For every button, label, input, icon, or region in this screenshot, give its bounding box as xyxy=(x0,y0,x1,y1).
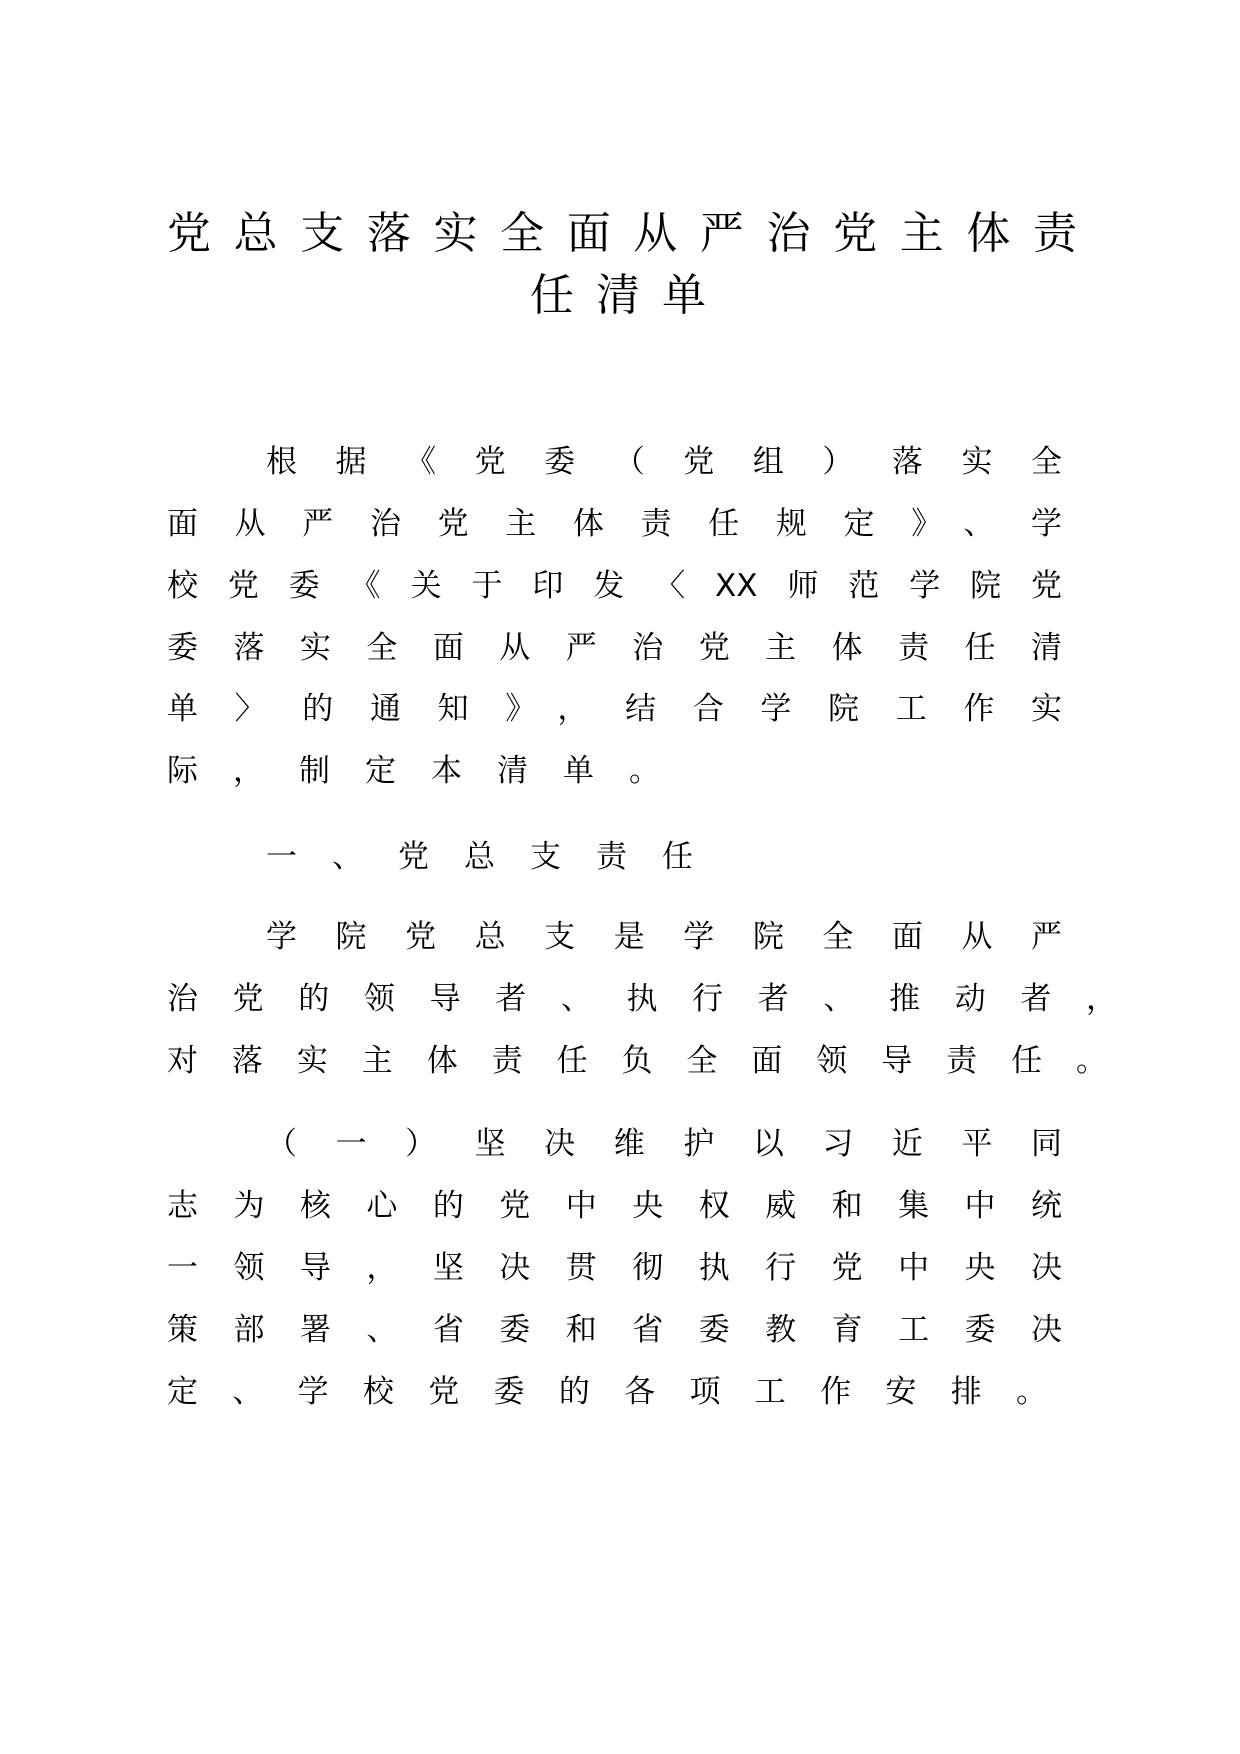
paragraph-3-line: 定、学校党委的各项工作安排。 xyxy=(167,1374,1047,1410)
paragraph-1-line: 单〉的通知》，结合学院工作实 xyxy=(167,691,1062,727)
paragraph-1-line: 根据《党委（党组）落实全 xyxy=(266,444,1062,480)
paragraph-3-line: 策部署、省委和省委教育工委决 xyxy=(167,1312,1062,1348)
paragraph-3-line: 志为核心的党中央权威和集中统 xyxy=(167,1188,1062,1224)
paragraph-1-line: 际，制定本清单。 xyxy=(167,753,695,789)
paragraph-1-line: 校党委《关于印发〈XX师范学院党 xyxy=(167,568,1062,604)
paragraph-2-line: 对落实主体责任负全面领导责任。 xyxy=(167,1043,1107,1079)
paragraph-2-line: 学院党总支是学院全面从严 xyxy=(266,919,1062,955)
paragraph-2-line: 治党的领导者、执行者、推动者， xyxy=(167,981,1117,1017)
section-heading: 一、党总支责任 xyxy=(266,839,728,875)
paragraph-3-line: 一领导，坚决贯彻执行党中央决 xyxy=(167,1250,1062,1286)
title-line-2: 任清单 xyxy=(530,270,728,321)
paragraph-3-line: （一）坚决维护以习近平同 xyxy=(266,1126,1062,1162)
paragraph-1-line: 面从严治党主体责任规定》、学 xyxy=(167,506,1062,542)
title-line-1: 党总支落实全面从严治党主体责 xyxy=(167,208,1077,259)
paragraph-1-line: 委落实全面从严治党主体责任清 xyxy=(167,630,1062,666)
